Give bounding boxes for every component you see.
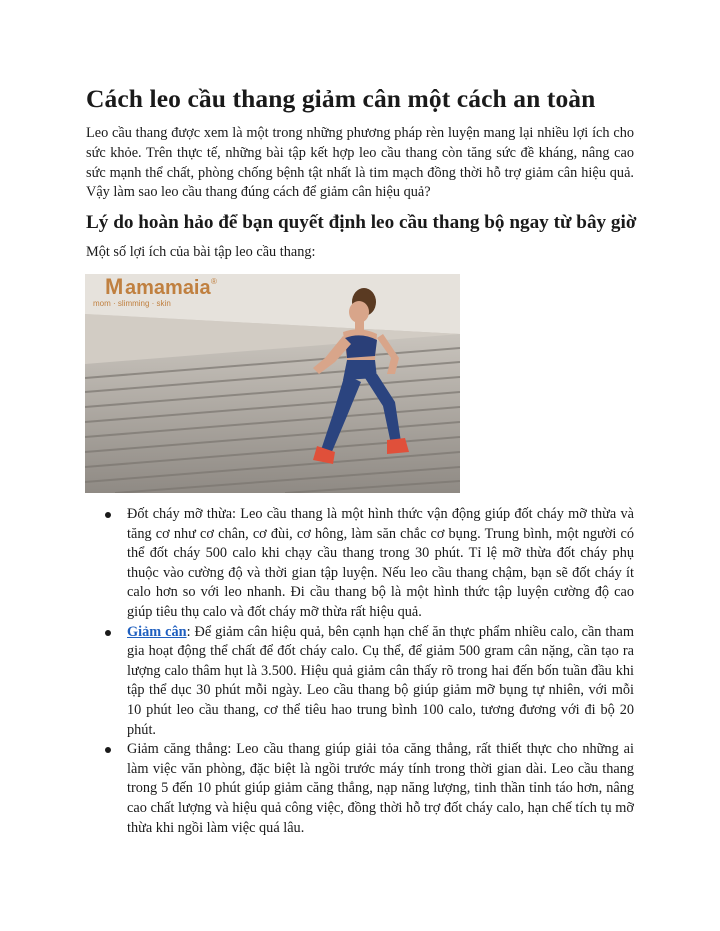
stair-running-photo [85,274,460,493]
section-heading: Lý do hoàn hảo để bạn quyết định leo cầu thang bộ ngay từ bây giờ [86,212,637,233]
logo-wordmark: amamaia [125,277,211,299]
intro-paragraph: Leo cầu thang được xem là một trong những phương pháp rèn luyện mang lại nhiều lợi ích cho sức khỏe. Trên thực tế, những bài tập kết hợp leo cầu thang còn tăng sức đề kháng, nâng cao sức mạnh thể chất, phòng chống bệnh tật nhất là tim mạch đồng thời hỗ trợ giảm cân hiệu quả. Vậy làm sao leo cầu thang đúng cách để giảm cân hiệu quả? [86,125,634,201]
bullet-icon [105,512,111,518]
weight-loss-link[interactable]: Giảm cân [127,623,187,640]
bullet-icon [105,747,111,753]
logo-icon: M [105,274,124,299]
article-title: Cách leo cầu thang giảm cân một cách an toàn [86,84,596,113]
bullet-icon [105,630,111,636]
list-item [86,740,634,838]
benefits-list [86,505,634,838]
benefit-text: : Để giảm cân hiệu quả, bên cạnh hạn chế ăn thực phẩm nhiều calo, cần tham gia hoạt động thể chất để đốt cháy calo. Cụ thể, để giảm 500 gram cân nặng, cần tạo ra lượng calo thâm hụt là 3.500. Hiệu quả giảm cân thấy rõ trong hai đến bốn tuần đầu khi tập thể dục 30 phút mỗi ngày. Leo cầu thang bộ giúp giảm mỡ bụng tự nhiên, với mỗi 10 phút leo cầu thang, cơ thể tiêu hao trung bình 100 calo, tương đương với đi bộ 20 phút. [127,623,635,738]
benefit-text: Đốt cháy mỡ thừa: Leo cầu thang là một hình thức vận động giúp đốt cháy mỡ thừa và tăng cơ như cơ chân, cơ đùi, cơ hông, làm săn chắc cơ bụng. Trung bình, một người có thể đốt cháy 500 calo khi chạy cầu thang trong 30 phút. Tỉ lệ mỡ thừa đốt cháy phụ thuộc vào cường độ và thời gian tập luyện. Nếu leo cầu thang chậm, bạn sẽ đốt cháy ít calo hơn so với leo nhanh. Đi cầu thang bộ là một hình thức tập luyện cường độ cao giúp tiêu thụ calo và đốt cháy mỡ thừa rất hiệu quả. [127,506,634,620]
photo-illustration [85,274,460,493]
logo-registered-mark: ® [211,277,217,286]
logo-tagline: mom · slimming · skin [93,299,171,308]
benefits-lead: Một số lợi ích của bài tập leo cầu thang: [86,244,316,260]
benefit-text: Giảm căng thẳng: Leo cầu thang giúp giải tỏa căng thẳng, rất thiết thực cho những ai làm việc văn phòng, đặc biệt là ngồi trước máy tính trong thời gian dài. Leo cầu thang trong 5 đến 10 phút giúp giảm căng thẳng, nạp năng lượng, tinh thần tỉnh táo hơn, nâng cao chất lượng và hiệu quả công việc, đồng thời hỗ trợ đốt cháy calo, hạn chế tích tụ mỡ thừa khi ngồi làm việc quá lâu. [127,741,634,836]
list-item [86,505,634,623]
list-item [86,623,634,741]
